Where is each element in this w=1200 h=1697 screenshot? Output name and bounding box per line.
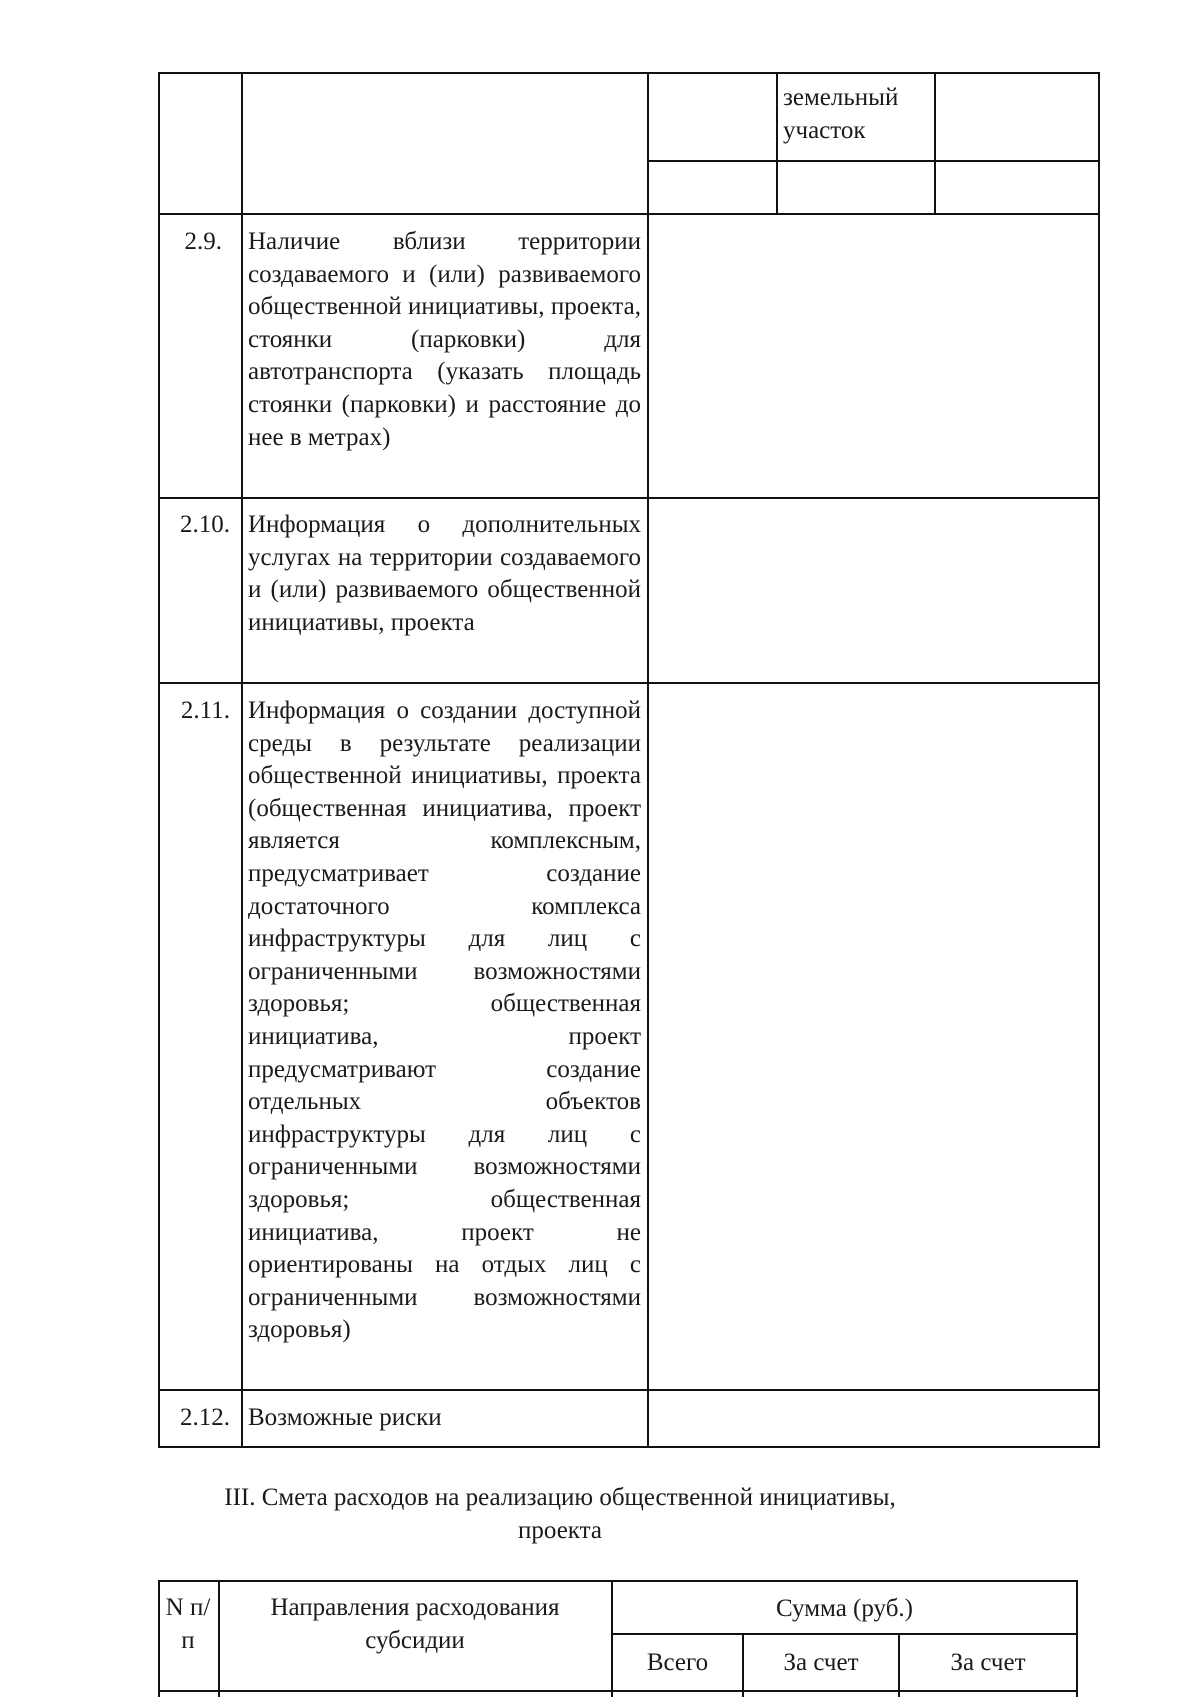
row-value-cell[interactable] (652, 1394, 1092, 1442)
row-separator-2-10 (158, 497, 1100, 499)
row-description: Наличие вблизи территории создаваемого и (или) развиваемого общественной инициативы, проекта, стоянки (парковки) для автотранспорта (указать площадь стоянки (парковки) и расстояние до нее в метрах) (248, 228, 641, 451)
col-header-number: N п/п (165, 1594, 211, 1654)
row-number: 2.12. (180, 1404, 230, 1431)
top-row-inner-line (647, 160, 1100, 162)
col-header-account-1: За счет (783, 1649, 859, 1676)
col-header-account-2: За счет (950, 1649, 1026, 1676)
row-number: 2.10. (180, 511, 230, 538)
table2-bottom-line (158, 1690, 1078, 1692)
row-separator-2-11 (158, 682, 1100, 684)
table-bottom-border (158, 1446, 1100, 1448)
table2-sum-subheader-line (611, 1633, 1078, 1635)
table-left-border (158, 72, 160, 1448)
table2-col-divider-1 (218, 1580, 220, 1697)
table-right-border (1098, 72, 1100, 1448)
row-value-cell[interactable] (652, 502, 1092, 677)
section-heading-line2: проекта (518, 1517, 602, 1544)
row-separator-2-9 (158, 213, 1100, 215)
top-row-sub-label: земельный участок (783, 84, 899, 144)
top-row-subdivider-1 (776, 72, 778, 214)
table2-top-border (158, 1580, 1078, 1582)
col-header-sum: Сумма (руб.) (776, 1595, 913, 1622)
col-header-total: Всего (646, 1649, 709, 1676)
row-value-cell[interactable] (652, 218, 1092, 492)
row-description: Возможные риски (248, 1404, 442, 1431)
row-separator-2-12 (158, 1389, 1100, 1391)
top-row-subdivider-2 (934, 72, 936, 214)
row-value-cell[interactable] (652, 687, 1092, 1384)
table-col-divider-1 (241, 72, 243, 1448)
row-number: 2.9. (184, 228, 222, 255)
table-col-divider-2 (647, 72, 649, 1448)
row-description: Информация о дополнительных услугах на территории создаваемого и (или) развиваемого общественной инициативы, проекта (248, 511, 641, 636)
table2-left-border (158, 1580, 160, 1697)
table-top-border (158, 72, 1100, 74)
section-heading-line1: III. Смета расходов на реализацию общественной инициативы, (224, 1484, 896, 1511)
row-number: 2.11. (180, 697, 230, 724)
col-header-direction: Направления расходования субсидии (270, 1594, 560, 1654)
row-description: Информация о создании доступной среды в результате реализации общественной инициативы, проекта (общественная инициатива, проект является комплексным, предусматривает создание достаточного комплекса инфраструктуры для лиц с ограниченными возможностями здоровья; общественная инициатива, проект предусматривают создание отдельных объектов инфраструктуры для лиц с ограниченными возможностями здоровья; общественная инициатива, проект не ориентированы на отдых лиц с ограниченными возможностями здоровья) (248, 697, 641, 1344)
table2-right-border (1076, 1580, 1078, 1697)
